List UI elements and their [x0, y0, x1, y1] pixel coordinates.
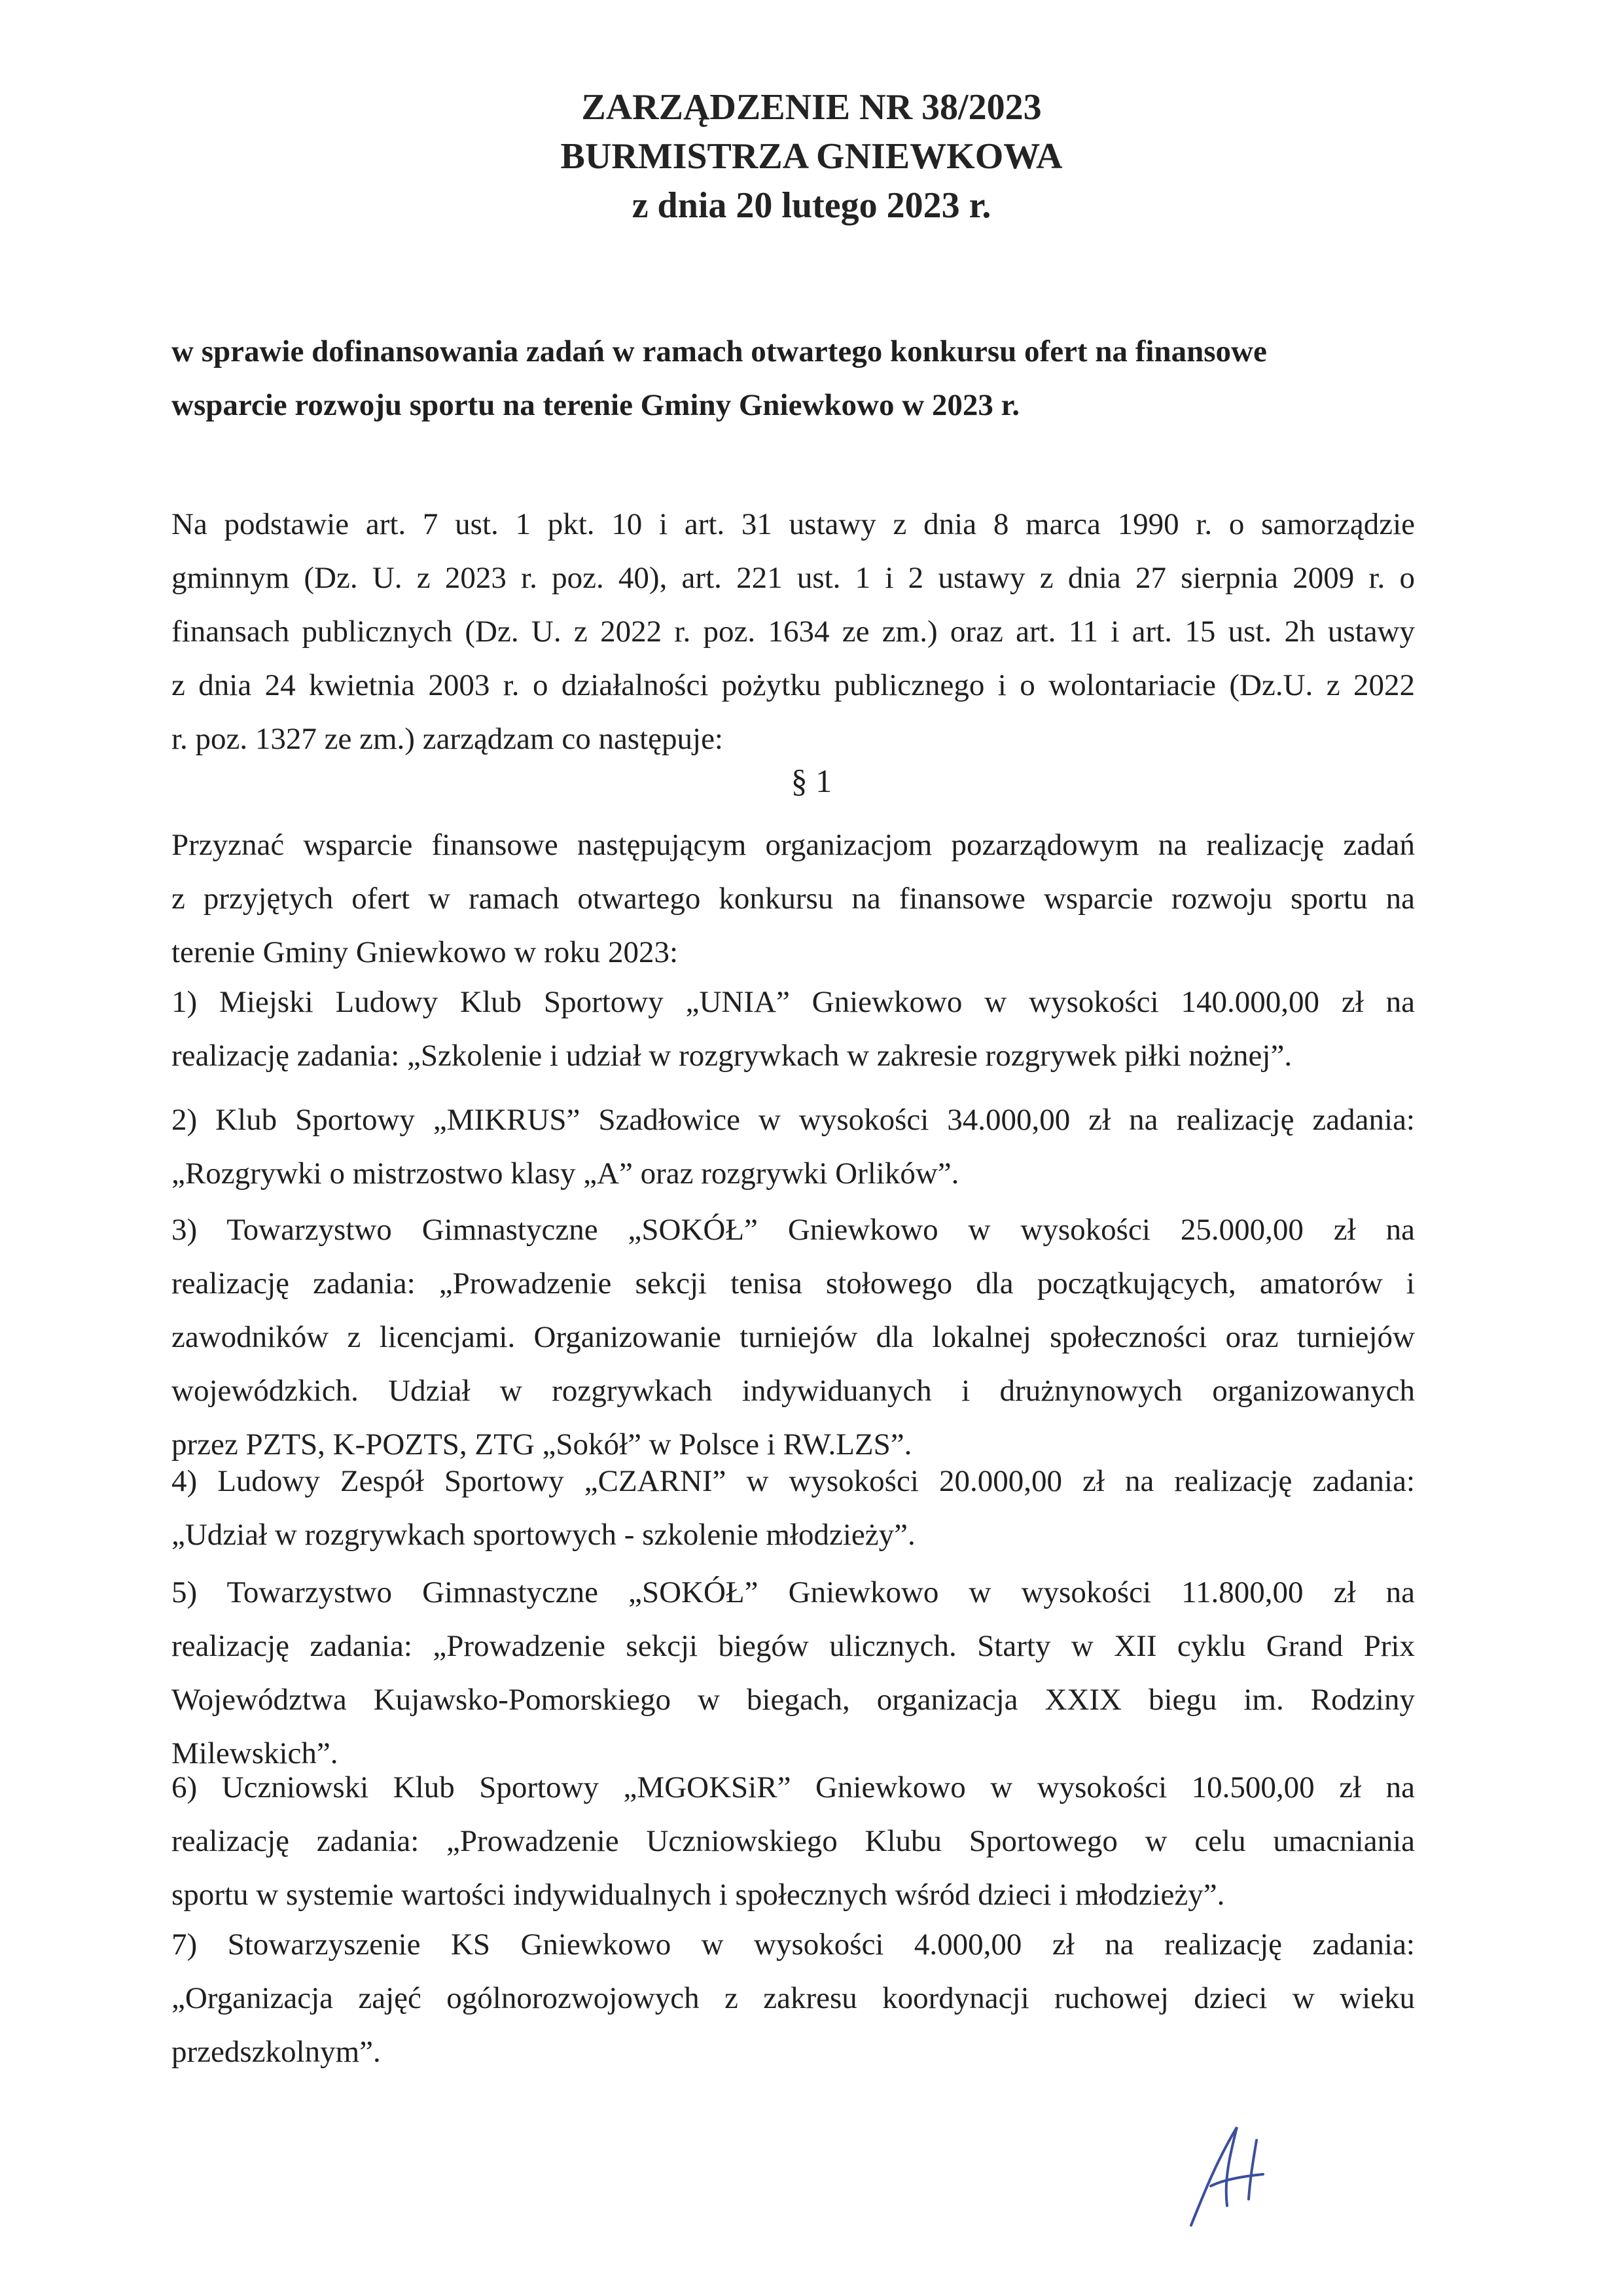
grant-item-line: 1) Miejski Ludowy Klub Sportowy „UNIA” Gniewkowo w wysokości 140.000,00 zł na: [171, 985, 1415, 1019]
grant-item-line: 2) Klub Sportowy „MIKRUS” Szadłowice w wysokości 34.000,00 zł na realizację zadania:: [171, 1103, 1415, 1137]
grant-item-line: „Rozgrywki o mistrzostwo klasy „A” oraz rozgrywki Orlików”.: [171, 1157, 959, 1191]
grant-item-line: Milewskich”.: [171, 1736, 338, 1770]
grant-item-line: „Udział w rozgrywkach sportowych - szkolenie młodzieży”.: [171, 1518, 916, 1552]
grant-item-line: 6) Uczniowski Klub Sportowy „MGOKSiR” Gniewkowo w wysokości 10.500,00 zł na: [171, 1770, 1415, 1804]
legal-basis-line: z dnia 24 kwietnia 2003 r. o działalności pożytku publicznego i o wolontariacie (Dz.U. z 2022: [171, 668, 1415, 702]
grant-item-line: realizację zadania: „Prowadzenie Uczniowskiego Klubu Sportowego w celu umacniania: [171, 1824, 1415, 1858]
grant-item-line: 7) Stowarzyszenie KS Gniewkowo w wysokości 4.000,00 zł na realizację zadania:: [171, 1928, 1415, 1962]
legal-basis-line: Na podstawie art. 7 ust. 1 pkt. 10 i art. 31 ustawy z dnia 8 marca 1990 r. o samorządzie: [171, 507, 1415, 541]
grant-item-line: „Organizacja zajęć ogólnorozwojowych z zakresu koordynacji ruchowej dzieci w wieku: [171, 1981, 1415, 2015]
grant-item-line: zawodników z licencjami. Organizowanie turniejów dla lokalnej społeczności oraz turniejów: [171, 1320, 1415, 1354]
document-title-number: ZARZĄDZENIE NR 38/2023: [581, 87, 1042, 128]
grant-item-1: [171, 975, 1415, 1083]
subject-block: [171, 325, 1415, 432]
grant-item-4: [171, 1454, 1415, 1562]
legal-basis-line: r. poz. 1327 ze zm.) zarządzam co następuje:: [171, 722, 723, 756]
grant-item-line: 3) Towarzystwo Gimnastyczne „SOKÓŁ” Gniewkowo w wysokości 25.000,00 zł na: [171, 1213, 1415, 1247]
grant-item-3: [171, 1203, 1415, 1471]
legal-basis-line: gminnym (Dz. U. z 2023 r. poz. 40), art. 221 ust. 1 i 2 ustawy z dnia 27 sierpnia 2009 r. o: [171, 561, 1415, 595]
subject-line: wsparcie rozwoju sportu na terenie Gminy Gniewkowo w 2023 r.: [171, 388, 1020, 422]
legal-basis-line: finansach publicznych (Dz. U. z 2022 r. poz. 1634 ze zm.) oraz art. 11 i art. 15 ust. 2h ustawy: [171, 615, 1415, 649]
signature-stroke: [1191, 2127, 1263, 2225]
grant-item-line: przez PZTS, K-POZTS, ZTG „Sokół” w Polsce i RW.LZS”.: [171, 1427, 912, 1462]
intro-line: Przyznać wsparcie finansowe następującym organizacjom pozarządowym na realizację zadań: [171, 828, 1415, 862]
grant-item-2: [171, 1093, 1415, 1200]
grant-item-line: 5) Towarzystwo Gimnastyczne „SOKÓŁ” Gniewkowo w wysokości 11.800,00 zł na: [171, 1575, 1415, 1609]
grant-item-line: Województwa Kujawsko-Pomorskiego w biegach, organizacja XXIX biegu im. Rodziny: [171, 1683, 1415, 1717]
grant-item-line: wojewódzkich. Udział w rozgrywkach indywiduanych i drużnynowych organizowanych: [171, 1374, 1415, 1408]
grant-item-line: 4) Ludowy Zespół Sportowy „CZARNI” w wysokości 20.000,00 zł na realizację zadania:: [171, 1464, 1415, 1498]
intro-line: z przyjętych ofert w ramach otwartego konkursu na finansowe wsparcie rozwoju sportu na: [171, 882, 1415, 916]
legal-basis-block: [171, 497, 1415, 766]
intro-line: terenie Gminy Gniewkowo w roku 2023:: [171, 935, 679, 969]
paragraph-mark: § 1: [791, 762, 832, 799]
grant-item-line: realizację zadania: „Prowadzenie sekcji tenisa stołowego dla początkujących, amatorów i: [171, 1266, 1415, 1300]
signature-mark: [1165, 2114, 1296, 2232]
intro-block: [171, 818, 1415, 979]
grant-item-line: realizację zadania: „Szkolenie i udział w rozgrywkach w zakresie rozgrywek piłki nożnej”.: [171, 1039, 1293, 1073]
grant-item-line: realizację zadania: „Prowadzenie sekcji biegów ulicznych. Starty w XII cyklu Grand Prix: [171, 1629, 1415, 1663]
subject-line: w sprawie dofinansowania zadań w ramach otwartego konkursu ofert na finansowe: [171, 334, 1267, 368]
grant-item-6: [171, 1761, 1415, 1922]
grant-item-5: [171, 1566, 1415, 1780]
grant-item-line: przedszkolnym”.: [171, 2035, 381, 2069]
document-title-issuer: BURMISTRZA GNIEWKOWA: [560, 136, 1063, 177]
document-date: z dnia 20 lutego 2023 r.: [632, 185, 991, 226]
grant-item-line: sportu w systemie wartości indywidualnych i społecznych wśród dzieci i młodzieży”.: [171, 1878, 1225, 1912]
grant-item-7: [171, 1918, 1415, 2079]
